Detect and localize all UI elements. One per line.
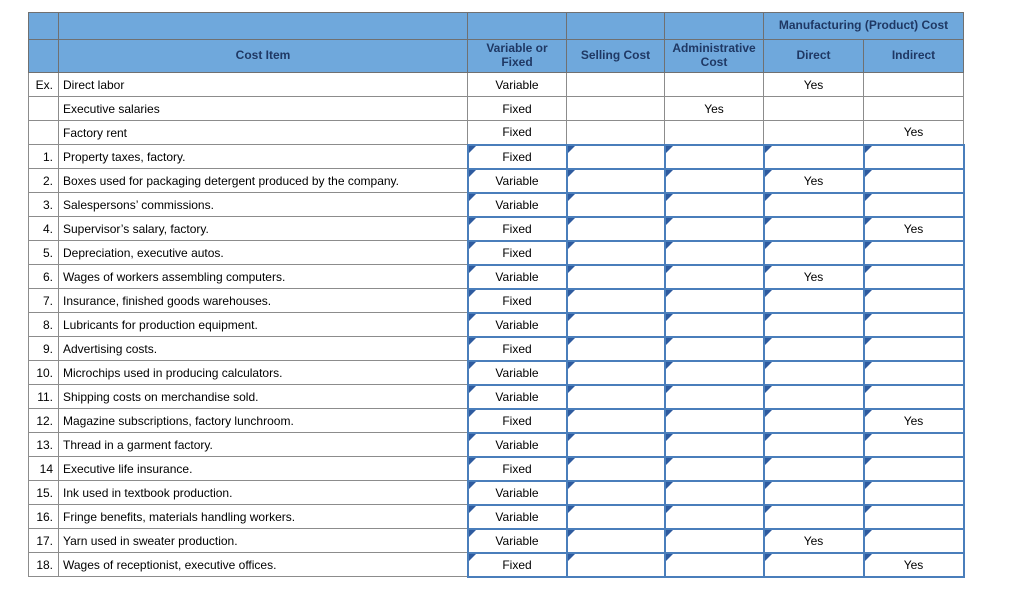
row-number-cell: 9.: [29, 337, 59, 361]
indirect-cell[interactable]: [864, 145, 964, 169]
variable-fixed-cell: Fixed: [468, 121, 567, 145]
direct-cell[interactable]: [764, 433, 864, 457]
cost-item-cell: Magazine subscriptions, factory lunchroom.: [59, 409, 468, 433]
selling-cost-cell: [567, 73, 665, 97]
cost-item-cell: Supervisor’s salary, factory.: [59, 217, 468, 241]
indirect-cell[interactable]: [864, 529, 964, 553]
indirect-cell[interactable]: Yes: [864, 409, 964, 433]
indirect-cell[interactable]: [864, 505, 964, 529]
direct-cell[interactable]: [764, 193, 864, 217]
administrative-cost-cell[interactable]: [665, 505, 764, 529]
row-number-cell: 6.: [29, 265, 59, 289]
indirect-cell[interactable]: Yes: [864, 217, 964, 241]
administrative-cost-cell: [665, 121, 764, 145]
table-row: [29, 217, 964, 241]
administrative-cost-cell[interactable]: [665, 361, 764, 385]
indirect-cell[interactable]: [864, 361, 964, 385]
header-row-number: [29, 40, 59, 73]
table-row: [29, 433, 964, 457]
cost-item-cell: Factory rent: [59, 121, 468, 145]
variable-fixed-cell[interactable]: Variable: [468, 505, 567, 529]
selling-cost-cell[interactable]: [567, 289, 665, 313]
indirect-cell[interactable]: [864, 433, 964, 457]
cost-item-cell: Microchips used in producing calculators.: [59, 361, 468, 385]
row-number-cell: 1.: [29, 145, 59, 169]
row-number-cell: 8.: [29, 313, 59, 337]
direct-cell[interactable]: [764, 385, 864, 409]
cost-item-cell: Depreciation, executive autos.: [59, 241, 468, 265]
row-number-cell: 17.: [29, 529, 59, 553]
cost-item-cell: Insurance, finished goods warehouses.: [59, 289, 468, 313]
direct-cell[interactable]: Yes: [764, 265, 864, 289]
cost-item-cell: Boxes used for packaging detergent produced by the company.: [59, 169, 468, 193]
row-number-cell: 14: [29, 457, 59, 481]
indirect-cell[interactable]: [864, 169, 964, 193]
table-row: [29, 361, 964, 385]
indirect-cell[interactable]: [864, 337, 964, 361]
header-group-row: [29, 13, 964, 40]
direct-cell[interactable]: Yes: [764, 529, 864, 553]
direct-cell[interactable]: [764, 313, 864, 337]
table-row: [29, 529, 964, 553]
table-header: [29, 13, 964, 73]
direct-cell[interactable]: [764, 409, 864, 433]
cost-classification-table: [28, 12, 965, 578]
direct-cell: [764, 121, 864, 145]
administrative-cost-cell[interactable]: [665, 433, 764, 457]
administrative-cost-cell[interactable]: [665, 265, 764, 289]
row-number-cell: 18.: [29, 553, 59, 577]
selling-cost-cell[interactable]: [567, 385, 665, 409]
indirect-cell: [864, 97, 964, 121]
variable-fixed-cell[interactable]: Variable: [468, 385, 567, 409]
indirect-cell: [864, 73, 964, 97]
selling-cost-cell: [567, 97, 665, 121]
table-row: [29, 169, 964, 193]
selling-cost-cell[interactable]: [567, 529, 665, 553]
indirect-cell[interactable]: [864, 457, 964, 481]
cost-item-cell: Executive life insurance.: [59, 457, 468, 481]
selling-cost-cell[interactable]: [567, 409, 665, 433]
row-number-cell: 7.: [29, 289, 59, 313]
selling-cost-cell[interactable]: [567, 169, 665, 193]
row-number-cell: 4.: [29, 217, 59, 241]
variable-fixed-cell: Fixed: [468, 97, 567, 121]
variable-fixed-cell[interactable]: Fixed: [468, 289, 567, 313]
administrative-cost-cell[interactable]: [665, 289, 764, 313]
administrative-cost-cell[interactable]: [665, 193, 764, 217]
administrative-cost-cell[interactable]: [665, 217, 764, 241]
selling-cost-cell[interactable]: [567, 433, 665, 457]
row-number-cell: 15.: [29, 481, 59, 505]
table-row: [29, 289, 964, 313]
direct-cell[interactable]: [764, 481, 864, 505]
variable-fixed-cell[interactable]: Variable: [468, 169, 567, 193]
header-corner-cell: [29, 13, 59, 40]
table-row: [29, 73, 964, 97]
table-row: [29, 241, 964, 265]
selling-cost-cell[interactable]: [567, 313, 665, 337]
administrative-cost-cell[interactable]: [665, 529, 764, 553]
row-number-cell: 5.: [29, 241, 59, 265]
administrative-cost-cell[interactable]: [665, 457, 764, 481]
direct-cell[interactable]: [764, 289, 864, 313]
indirect-cell[interactable]: [864, 193, 964, 217]
direct-cell[interactable]: [764, 337, 864, 361]
variable-fixed-cell[interactable]: Variable: [468, 193, 567, 217]
cost-item-cell: Ink used in textbook production.: [59, 481, 468, 505]
header-selling-cost: Selling Cost: [567, 40, 665, 73]
table-row: [29, 457, 964, 481]
header-blank-cost-item: [59, 13, 468, 40]
variable-fixed-cell[interactable]: Fixed: [468, 457, 567, 481]
direct-cell: [764, 97, 864, 121]
administrative-cost-cell[interactable]: [665, 169, 764, 193]
selling-cost-cell[interactable]: [567, 505, 665, 529]
selling-cost-cell[interactable]: [567, 265, 665, 289]
header-direct: Direct: [764, 40, 864, 73]
indirect-cell[interactable]: [864, 313, 964, 337]
direct-cell[interactable]: [764, 145, 864, 169]
direct-cell[interactable]: [764, 553, 864, 577]
administrative-cost-cell[interactable]: [665, 145, 764, 169]
table-row: [29, 337, 964, 361]
selling-cost-cell[interactable]: [567, 337, 665, 361]
row-number-cell: 16.: [29, 505, 59, 529]
row-number-cell: 12.: [29, 409, 59, 433]
direct-cell[interactable]: [764, 241, 864, 265]
cost-item-cell: Advertising costs.: [59, 337, 468, 361]
header-variable-or-fixed: Variable or Fixed: [468, 40, 567, 73]
header-cost-item: Cost Item: [59, 40, 468, 73]
variable-fixed-cell[interactable]: Variable: [468, 433, 567, 457]
indirect-cell: Yes: [864, 121, 964, 145]
row-number-cell: [29, 121, 59, 145]
administrative-cost-cell[interactable]: [665, 313, 764, 337]
administrative-cost-cell[interactable]: [665, 385, 764, 409]
variable-fixed-cell[interactable]: Fixed: [468, 217, 567, 241]
variable-fixed-cell[interactable]: Variable: [468, 265, 567, 289]
table-row: [29, 505, 964, 529]
header-blank-selling: [567, 13, 665, 40]
direct-cell[interactable]: [764, 361, 864, 385]
header-blank-variable-fixed: [468, 13, 567, 40]
cost-item-cell: Fringe benefits, materials handling workers.: [59, 505, 468, 529]
cost-item-cell: Wages of receptionist, executive offices.: [59, 553, 468, 577]
direct-cell[interactable]: Yes: [764, 169, 864, 193]
row-number-cell: 3.: [29, 193, 59, 217]
indirect-cell[interactable]: [864, 481, 964, 505]
worksheet: [28, 12, 965, 578]
variable-fixed-cell[interactable]: Fixed: [468, 337, 567, 361]
row-number-cell: Ex.: [29, 73, 59, 97]
selling-cost-cell[interactable]: [567, 145, 665, 169]
selling-cost-cell: [567, 121, 665, 145]
selling-cost-cell[interactable]: [567, 457, 665, 481]
administrative-cost-cell[interactable]: [665, 337, 764, 361]
header-columns-row: [29, 40, 964, 73]
header-blank-administrative: [665, 13, 764, 40]
direct-cell[interactable]: [764, 505, 864, 529]
row-number-cell: 13.: [29, 433, 59, 457]
header-indirect: Indirect: [864, 40, 964, 73]
selling-cost-cell[interactable]: [567, 361, 665, 385]
cost-item-cell: Thread in a garment factory.: [59, 433, 468, 457]
cost-item-cell: Shipping costs on merchandise sold.: [59, 385, 468, 409]
header-manufacturing-group: Manufacturing (Product) Cost: [764, 13, 964, 40]
direct-cell: Yes: [764, 73, 864, 97]
cost-item-cell: Direct labor: [59, 73, 468, 97]
variable-fixed-cell: Variable: [468, 73, 567, 97]
selling-cost-cell[interactable]: [567, 553, 665, 577]
table-row: [29, 193, 964, 217]
administrative-cost-cell: [665, 73, 764, 97]
table-row: [29, 313, 964, 337]
cost-item-cell: Executive salaries: [59, 97, 468, 121]
table-body: [29, 73, 964, 577]
variable-fixed-cell[interactable]: Variable: [468, 361, 567, 385]
administrative-cost-cell: Yes: [665, 97, 764, 121]
row-number-cell: 10.: [29, 361, 59, 385]
selling-cost-cell[interactable]: [567, 481, 665, 505]
cost-item-cell: Yarn used in sweater production.: [59, 529, 468, 553]
table-row: [29, 97, 964, 121]
variable-fixed-cell[interactable]: Variable: [468, 529, 567, 553]
table-row: [29, 145, 964, 169]
administrative-cost-cell[interactable]: [665, 553, 764, 577]
cost-item-cell: Lubricants for production equipment.: [59, 313, 468, 337]
indirect-cell[interactable]: [864, 385, 964, 409]
variable-fixed-cell[interactable]: Variable: [468, 481, 567, 505]
cost-item-cell: Salespersons’ commissions.: [59, 193, 468, 217]
selling-cost-cell[interactable]: [567, 241, 665, 265]
table-row: [29, 481, 964, 505]
table-row: [29, 265, 964, 289]
variable-fixed-cell[interactable]: Variable: [468, 313, 567, 337]
cost-item-cell: Wages of workers assembling computers.: [59, 265, 468, 289]
table-row: [29, 553, 964, 577]
indirect-cell[interactable]: [864, 241, 964, 265]
variable-fixed-cell[interactable]: Fixed: [468, 553, 567, 577]
selling-cost-cell[interactable]: [567, 217, 665, 241]
administrative-cost-cell[interactable]: [665, 409, 764, 433]
table-row: [29, 409, 964, 433]
indirect-cell[interactable]: [864, 265, 964, 289]
row-number-cell: [29, 97, 59, 121]
variable-fixed-cell[interactable]: Fixed: [468, 145, 567, 169]
table-row: [29, 385, 964, 409]
direct-cell[interactable]: [764, 217, 864, 241]
variable-fixed-cell[interactable]: Fixed: [468, 409, 567, 433]
indirect-cell[interactable]: [864, 289, 964, 313]
direct-cell[interactable]: [764, 457, 864, 481]
indirect-cell[interactable]: Yes: [864, 553, 964, 577]
selling-cost-cell[interactable]: [567, 193, 665, 217]
variable-fixed-cell[interactable]: Fixed: [468, 241, 567, 265]
header-administrative-cost: Administrative Cost: [665, 40, 764, 73]
row-number-cell: 11.: [29, 385, 59, 409]
row-number-cell: 2.: [29, 169, 59, 193]
administrative-cost-cell[interactable]: [665, 241, 764, 265]
table-row: [29, 121, 964, 145]
cost-item-cell: Property taxes, factory.: [59, 145, 468, 169]
administrative-cost-cell[interactable]: [665, 481, 764, 505]
